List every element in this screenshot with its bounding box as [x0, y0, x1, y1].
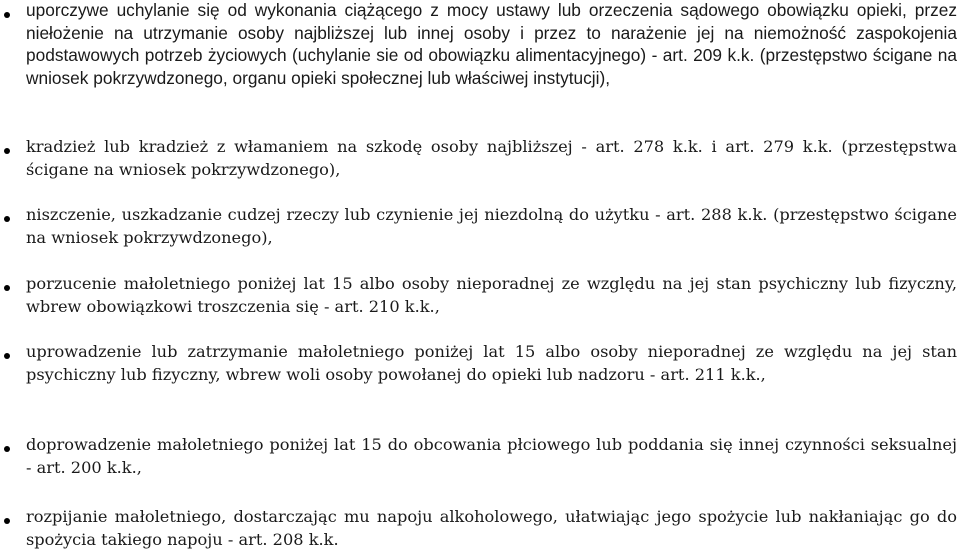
list-item-text: niszczenie, uszkadzanie cudzej rzeczy lub czynienie jej niezdolną do użytku - art. 288 k.k. (przestępstwo ścigane na wniosek pokrzywdzonego), — [26, 205, 957, 247]
list-item-text: uporczywe uchylanie się od wykonania ciążącego z mocy ustawy lub orzeczenia sądowego obowiązku opieki, przez niełożenie na utrzymanie osoby najbliższej lub innej osoby i przez to narażenie jej na niemożność zaspokojenia podstawowych potrzeb życiowych (uchylanie sie od obowiązku alimentacyjnego) - art. 209 k.k. (przestępstwo ścigane na wniosek pokrzywdzonego, organu opieki społecznej lub właściwej instytucji), — [26, 0, 957, 88]
bullet-icon — [4, 12, 10, 18]
list-item-text: rozpijanie małoletniego, dostarczając mu napoju alkoholowego, ułatwiając jego spożycie lub nakłaniając go do spożycia takiego napoju - art. 208 k.k. — [26, 507, 957, 549]
bullet-icon — [4, 148, 10, 154]
bullet-icon — [4, 446, 10, 452]
list-item-text: doprowadzenie małoletniego poniżej lat 15 do obcowania płciowego lub poddania się innej czynności seksualnej - art. 200 k.k., — [26, 435, 957, 477]
bullet-icon — [4, 353, 10, 359]
list-item-text: porzucenie małoletniego poniżej lat 15 albo osoby nieporadnej ze względu na jej stan psychiczny lub fizyczny, wbrew obowiązkowi troszczenia się - art. 210 k.k., — [26, 274, 957, 316]
bullet-icon — [4, 518, 10, 524]
list-item-text: kradzież lub kradzież z włamaniem na szkodę osoby najbliższej - art. 278 k.k. i art. 279 k.k. (przestępstwa ścigane na wniosek pokrzywdzonego), — [26, 137, 957, 179]
bullet-icon — [4, 285, 10, 291]
list-item-text: uprowadzenie lub zatrzymanie małoletniego poniżej lat 15 albo osoby nieporadnej ze względu na jej stan psychiczny lub fizyczny, wbrew woli osoby powołanej do opieki lub nadzoru - art. 211 k.k., — [26, 342, 957, 384]
bullet-icon — [4, 216, 10, 222]
